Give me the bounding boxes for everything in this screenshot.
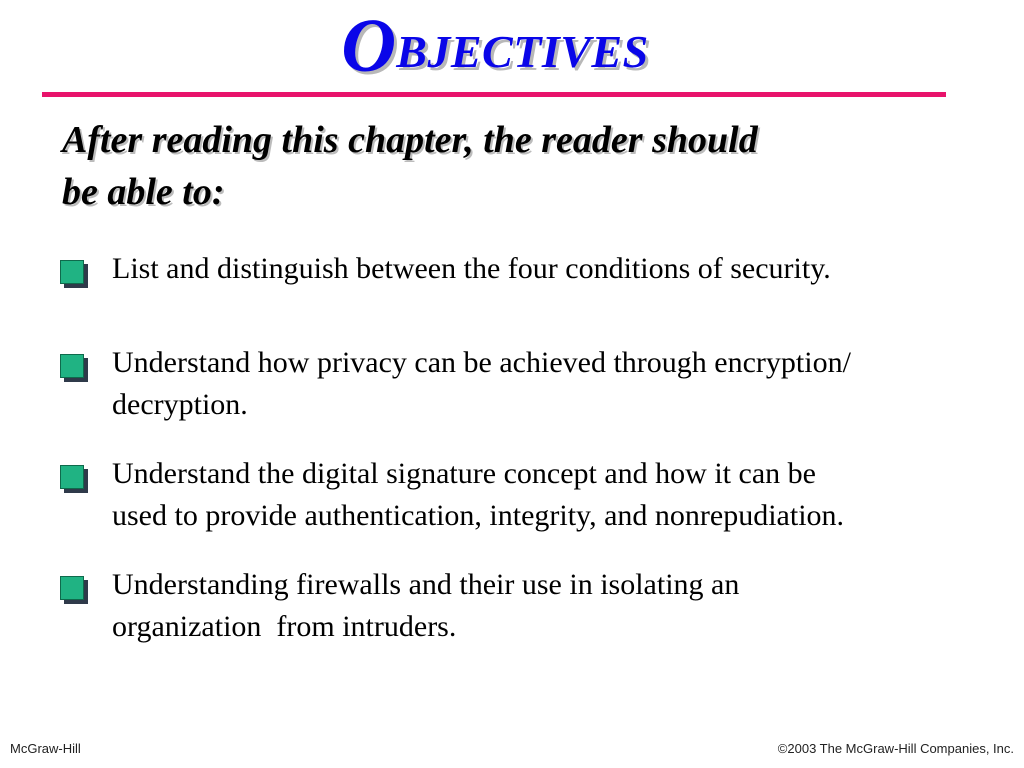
- objective-line: List and distinguish between the four conditions of security.: [112, 252, 831, 285]
- intro-text: [62, 114, 942, 218]
- intro-line-1: After reading this chapter, the reader should: [62, 119, 758, 161]
- objective-text: [112, 453, 972, 537]
- footer-publisher: McGraw-Hill: [10, 741, 81, 756]
- objective-text: [112, 564, 972, 648]
- slide-title: [0, 4, 990, 88]
- objective-text: [112, 342, 972, 426]
- objective-line: decryption.: [112, 388, 248, 421]
- square-bullet-icon: [60, 354, 84, 378]
- objective-line: Understanding firewalls and their use in isolating an: [112, 568, 740, 601]
- slide-title-text: [0, 4, 990, 88]
- title-divider: [42, 92, 946, 97]
- objective-line: Understand how privacy can be achieved through encryption/: [112, 346, 851, 379]
- square-bullet-icon: [60, 260, 84, 284]
- objective-line: Understand the digital signature concept and how it can be: [112, 457, 816, 490]
- objective-line: used to provide authentication, integrity, and nonrepudiation.: [112, 499, 845, 532]
- footer-copyright: ©2003 The McGraw-Hill Companies, Inc.: [777, 741, 1014, 756]
- square-bullet-icon: [60, 465, 84, 489]
- title-initial: O: [341, 4, 397, 88]
- intro-line-2: be able to:: [62, 171, 225, 213]
- objective-line: organization from intruders.: [112, 610, 457, 643]
- title-rest: BJECTIVES: [396, 26, 649, 77]
- square-bullet-icon: [60, 576, 84, 600]
- objective-text: [112, 248, 972, 290]
